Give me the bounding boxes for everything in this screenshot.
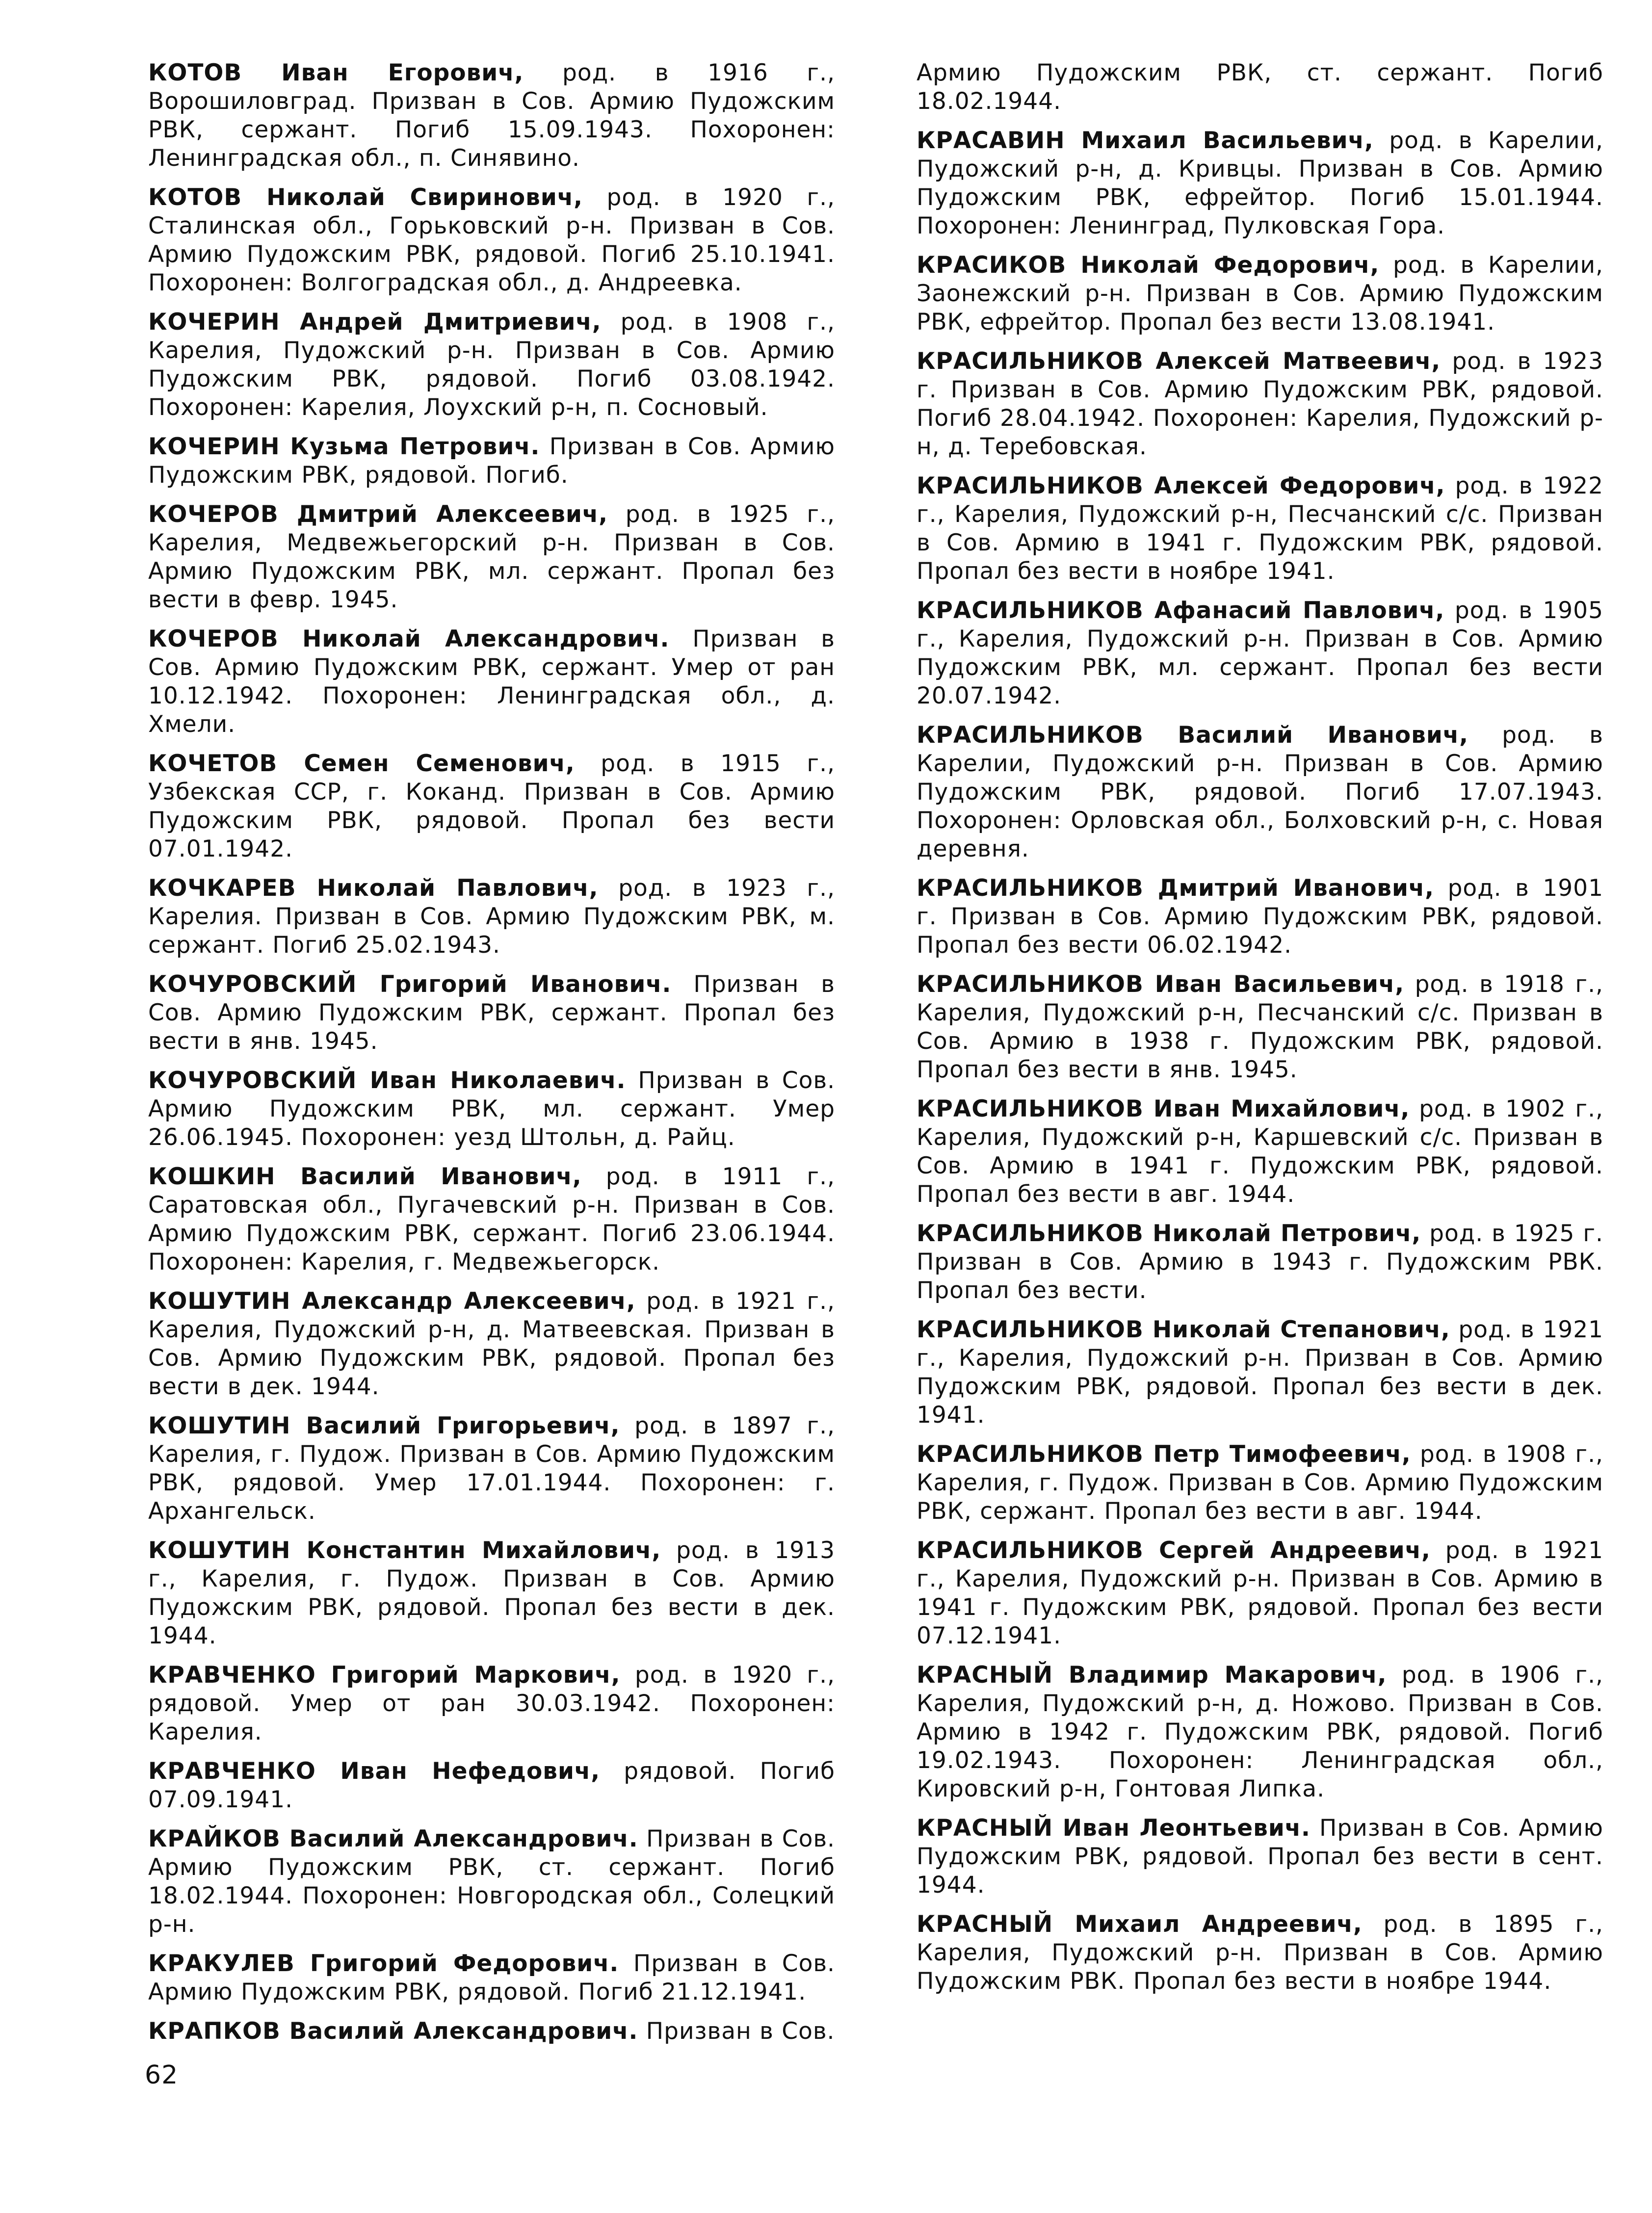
entry-name: КРАСИЛЬНИКОВ Афанасий Павлович, [917,597,1445,624]
entry-name: КОЧЕТОВ Семен Семенович, [148,750,575,777]
memorial-entry [917,127,1603,240]
memorial-entry [917,1661,1603,1803]
memorial-entry [917,1536,1603,1650]
entry-name: КРАКУЛЕВ Григорий Федорович. [148,1950,619,1977]
entry-name: КОЧЕРОВ Дмитрий Алексеевич, [148,501,608,528]
entry-name: КРАСНЫЙ Иван Леонтьевич. [917,1815,1311,1842]
entry-text: род. в 1902 г., Карелия, Пудожский р-н, Каршевский с/с. Призван в Сов. Армию в 1941 г. Пудожским РВК, рядовой. Пропал без вести в авг. 1944. [917,1095,1603,1208]
entry-text: род. в 1906 г., Карелия, Пудожский р-н, д. Ножово. Призван в Сов. Армию в 1942 г. Пудожским РВК, рядовой. Погиб 19.02.1943. Похоронен: Ленинградская обл., Кировский р-н, Гонтовая Липка. [917,1662,1603,1802]
entry-text: Призван в Сов. Армию Пудожским РВК, сержант. Пропал без вести в янв. 1945. [148,971,835,1055]
entry-text: род. в 1916 г., Ворошиловград. Призван в Сов. Армию Пудожским РВК, сержант. Погиб 15.09.1943. Похоронен: Ленинградская обл., п. Синявино. [148,59,835,172]
entry-name: КОЧЕРИН Андрей Дмитриевич, [148,309,602,336]
entry-text: род. в 1897 г., Карелия, г. Пудож. Призван в Сов. Армию Пудожским РВК, рядовой. Умер 17.01.1944. Похоронен: г. Архангельск. [148,1412,835,1525]
entry-text: род. в 1901 г. Призван в Сов. Армию Пудожским РВК, рядовой. Пропал без вести 06.02.1942. [917,875,1603,959]
memorial-entry [917,59,1603,116]
entry-name: КОТОВ Николай Свиринович, [148,184,583,211]
entry-text: Призван в Сов. Армию Пудожским РВК, сержант. Умер от ран 10.12.1942. Похоронен: Ленинградская обл., д. Хмели. [148,625,835,738]
entry-name: КРАСИЛЬНИКОВ Василий Иванович, [917,722,1468,749]
page-number: 62 [145,2060,179,2090]
entry-name: КРАСИЛЬНИКОВ Николай Степанович, [917,1316,1450,1343]
entry-text: род. в Карелии, Заонежский р-н. Призван в Сов. Армию Пудожским РВК, ефрейтор. Пропал без вести 13.08.1941. [917,252,1603,336]
entry-text: Призван в Сов. Армию Пудожским РВК, рядовой. Погиб 21.12.1941. [148,1950,835,2005]
memorial-entry [148,308,835,422]
entry-name: КОЧЕРИН Кузьма Петрович. [148,433,540,460]
entry-name: КРАСНЫЙ Михаил Андреевич, [917,1911,1363,1938]
memorial-entry [148,1661,835,1746]
memorial-entry [148,1412,835,1526]
entry-text: род. в 1922 г., Карелия, Пудожский р-н, Песчанский с/с. Призван в Сов. Армию в 1941 г. Пудожским РВК, рядовой. Пропал без вести в ноябре 1941. [917,472,1603,585]
memorial-entry [148,750,835,863]
memorial-entry [148,1757,835,1814]
memorial-entry [917,874,1603,960]
entry-text: род. в Карелии, Пудожский р-н, д. Кривцы. Призван в Сов. Армию Пудожским РВК, ефрейтор. Погиб 15.01.1944. Похоронен: Ленинград, Пулковская Гора. [917,127,1603,239]
entry-name: КРАСИЛЬНИКОВ Алексей Матвеевич, [917,348,1441,375]
memorial-entry [917,597,1603,710]
entry-text: Призван в Сов. Армию Пудожским РВК, ст. сержант. Погиб 18.02.1944. Похоронен: Новгородская обл., Солецкий р-н. [148,1825,835,1938]
entry-text: род. в 1923 г., Карелия. Призван в Сов. Армию Пудожским РВК, м. сержант. Погиб 25.02.1943. [148,875,835,959]
memorial-entry [917,1316,1603,1430]
entry-name: КРАСИЛЬНИКОВ Дмитрий Иванович, [917,875,1435,902]
entry-text: Призван в Сов. Армию Пудожским РВК, рядовой. Пропал без вести в сент. 1944. [917,1815,1603,1899]
entry-text: Армию Пудожским РВК, ст. сержант. Погиб 18.02.1944. [917,59,1603,115]
entry-name: КРАСАВИН Михаил Васильевич, [917,127,1374,154]
memorial-entry [148,1287,835,1401]
entry-text: род. в 1918 г., Карелия, Пудожский р-н, Песчанский с/с. Призван в Сов. Армию в 1938 г. Пудожским РВК, рядовой. Пропал без вести в янв. 1945. [917,971,1603,1083]
entry-text: род. в 1921 г., Карелия, Пудожский р-н. Призван в Сов. Армию Пудожским РВК, рядовой. Пропал без вести в дек. 1941. [917,1316,1603,1429]
memorial-entry [917,1220,1603,1305]
entry-text: рядовой. Погиб 07.09.1941. [148,1758,835,1813]
entry-text: род. в 1908 г., Карелия, Пудожский р-н. Призван в Сов. Армию Пудожским РВК, рядовой. Погиб 03.08.1942. Похоронен: Карелия, Лоухский р-н, п. Сосновый. [148,309,835,421]
entry-text: род. в 1908 г., Карелия, г. Пудож. Призван в Сов. Армию Пудожским РВК, сержант. Пропал без вести в авг. 1944. [917,1441,1603,1525]
left-column [148,59,835,2057]
memorial-entry [148,59,835,173]
memorial-entry [917,1910,1603,1996]
entry-text: род. в 1920 г., рядовой. Умер от ран 30.03.1942. Похоронен: Карелия. [148,1662,835,1745]
entry-name: КРАСНЫЙ Владимир Макарович, [917,1662,1387,1689]
entry-name: КРАПКОВ Василий Александрович. [148,2018,638,2045]
entry-name: КОЧЕРОВ Николай Александрович. [148,625,670,652]
entry-name: КРАСИЛЬНИКОВ Петр Тимофеевич, [917,1441,1411,1468]
entry-text: род. в Карелии, Пудожский р-н. Призван в Сов. Армию Пудожским РВК, рядовой. Погиб 17.07.1943. Похоронен: Орловская обл., Болховский р-н, с. Новая деревня. [917,722,1603,862]
entry-name: КРАСИЛЬНИКОВ Иван Михайлович, [917,1095,1410,1122]
memorial-entry [917,472,1603,586]
entry-text: Призван в Сов. [638,2018,835,2045]
entry-text: род. в 1905 г., Карелия, Пудожский р-н. Призван в Сов. Армию Пудожским РВК, мл. сержант. Пропал без вести 20.07.1942. [917,597,1603,709]
memorial-entry [148,1536,835,1650]
entry-text: род. в 1921 г., Карелия, Пудожский р-н, д. Матвеевская. Призван в Сов. Армию Пудожским РВК, рядовой. Пропал без вести в дек. 1944. [148,1288,835,1400]
entry-name: КОШКИН Василий Иванович, [148,1163,582,1190]
entry-name: КРАВЧЕНКО Иван Нефедович, [148,1758,601,1785]
memorial-entry [917,1440,1603,1526]
memorial-entry [148,183,835,297]
entry-text: род. в 1925 г. Призван в Сов. Армию в 1943 г. Пудожским РВК. Пропал без вести. [917,1220,1603,1304]
entry-text: род. в 1923 г. Призван в Сов. Армию Пудожским РВК, рядовой. Погиб 28.04.1942. Похоронен: Карелия, Пудожский р-н, д. Теребовская. [917,348,1603,460]
memorial-entry [148,874,835,960]
entry-text: род. в 1895 г., Карелия, Пудожский р-н. Призван в Сов. Армию Пудожским РВК. Пропал без вести в ноябре 1944. [917,1911,1603,1995]
entry-text: род. в 1915 г., Узбекская ССР, г. Коканд. Призван в Сов. Армию Пудожским РВК, рядовой. Пропал без вести 07.01.1942. [148,750,835,862]
entry-name: КРАСИЛЬНИКОВ Сергей Андреевич, [917,1537,1431,1564]
entry-name: КРАСИКОВ Николай Федорович, [917,252,1380,279]
entry-name: КРАСИЛЬНИКОВ Николай Петрович, [917,1220,1421,1247]
memorial-entry [148,1163,835,1276]
memorial-entry [917,721,1603,863]
entry-text: род. в 1920 г., Сталинская обл., Горьковский р-н. Призван в Сов. Армию Пудожским РВК, рядовой. Погиб 25.10.1941. Похоронен: Волгоградская обл., д. Андреевка. [148,184,835,296]
memorial-entry [148,625,835,739]
memorial-entry [148,2017,835,2046]
right-column [917,59,1603,2006]
entry-name: КОШУТИН Константин Михайлович, [148,1537,661,1564]
entry-name: КОТОВ Иван Егорович, [148,59,524,86]
entry-name: КРАВЧЕНКО Григорий Маркович, [148,1662,621,1689]
entry-name: КРАСИЛЬНИКОВ Иван Васильевич, [917,971,1405,998]
memorial-entry [917,251,1603,337]
memorial-entry [148,1825,835,1939]
entry-name: КОШУТИН Василий Григорьевич, [148,1412,620,1439]
entry-name: КОЧУРОВСКИЙ Иван Николаевич. [148,1067,626,1094]
entry-text: Призван в Сов. Армию Пудожским РВК, мл. сержант. Умер 26.06.1945. Похоронен: уезд Штольн, д. Райц. [148,1067,836,1151]
entry-text: род. в 1925 г., Карелия, Медвежьегорский р-н. Призван в Сов. Армию Пудожским РВК, мл. сержант. Пропал без вести в февр. 1945. [148,501,835,613]
entry-name: КОШУТИН Александр Алексеевич, [148,1288,636,1315]
memorial-entry [148,500,835,614]
memorial-entry [148,1067,835,1152]
entry-name: КРАЙКОВ Василий Александрович. [148,1825,638,1852]
entry-text: род. в 1921 г., Карелия, Пудожский р-н. Призван в Сов. Армию в 1941 г. Пудожским РВК, рядовой. Пропал без вести 07.12.1941. [917,1537,1603,1649]
memorial-entry [917,970,1603,1084]
memorial-entry [148,970,835,1056]
memorial-entry [148,1950,835,2006]
entry-name: КРАСИЛЬНИКОВ Алексей Федорович, [917,472,1445,499]
entry-name: КОЧКАРЕВ Николай Павлович, [148,875,599,902]
entry-text: род. в 1911 г., Саратовская обл., Пугачевский р-н. Призван в Сов. Армию Пудожским РВК, сержант. Погиб 23.06.1944. Похоронен: Карелия, г. Медвежьегорск. [148,1163,835,1276]
memorial-entry [148,433,835,490]
memorial-entry [917,1095,1603,1209]
entry-text: Призван в Сов. Армию Пудожским РВК, рядовой. Погиб. [148,433,835,489]
entry-name: КОЧУРОВСКИЙ Григорий Иванович. [148,971,672,998]
memorial-entry [917,1814,1603,1900]
entry-text: род. в 1913 г., Карелия, г. Пудож. Призван в Сов. Армию Пудожским РВК, рядовой. Пропал без вести в дек. 1944. [148,1537,835,1649]
memorial-entry [917,347,1603,461]
